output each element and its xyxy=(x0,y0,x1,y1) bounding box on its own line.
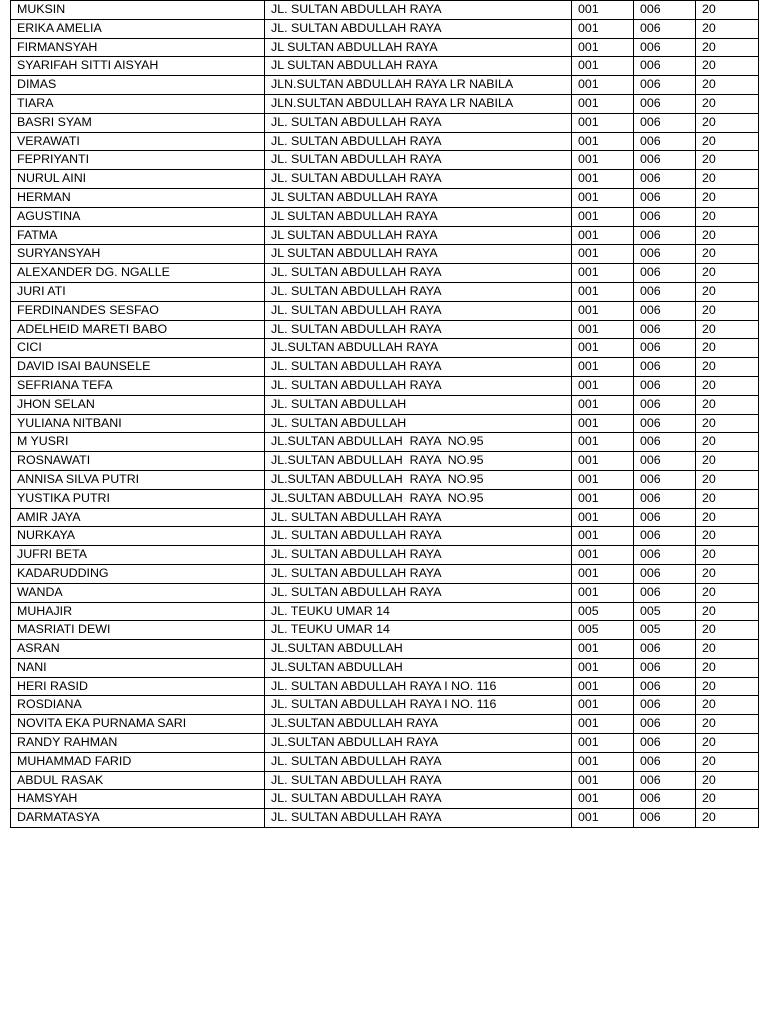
rt-cell: 001 xyxy=(572,583,634,602)
rw-cell: 006 xyxy=(634,583,696,602)
rw-cell: 006 xyxy=(634,715,696,734)
code-cell: 20 xyxy=(696,640,759,659)
code-cell: 20 xyxy=(696,301,759,320)
table-row xyxy=(11,264,759,283)
table-row xyxy=(11,790,759,809)
address-cell: JL.SULTAN ABDULLAH RAYA xyxy=(265,715,572,734)
name-cell: SEFRIANA TEFA xyxy=(11,376,265,395)
rw-cell: 006 xyxy=(634,132,696,151)
name-cell: TIARA xyxy=(11,94,265,113)
table-row xyxy=(11,207,759,226)
name-cell: DAVID ISAI BAUNSELE xyxy=(11,358,265,377)
table-row xyxy=(11,527,759,546)
address-cell: JL. SULTAN ABDULLAH RAYA xyxy=(265,113,572,132)
address-cell: JL SULTAN ABDULLAH RAYA xyxy=(265,207,572,226)
address-cell: JL. SULTAN ABDULLAH RAYA xyxy=(265,358,572,377)
rw-cell: 006 xyxy=(634,452,696,471)
table-row xyxy=(11,470,759,489)
rt-cell: 001 xyxy=(572,1,634,20)
table-row xyxy=(11,38,759,57)
address-cell: JL.SULTAN ABDULLAH RAYA NO.95 xyxy=(265,452,572,471)
table-row xyxy=(11,564,759,583)
code-cell: 20 xyxy=(696,527,759,546)
rt-cell: 001 xyxy=(572,809,634,828)
rw-cell: 006 xyxy=(634,38,696,57)
rw-cell: 006 xyxy=(634,245,696,264)
table-row xyxy=(11,358,759,377)
code-cell: 20 xyxy=(696,696,759,715)
rt-cell: 001 xyxy=(572,376,634,395)
rt-cell: 001 xyxy=(572,527,634,546)
address-cell: JL.SULTAN ABDULLAH RAYA xyxy=(265,339,572,358)
rt-cell: 001 xyxy=(572,264,634,283)
rt-cell: 001 xyxy=(572,696,634,715)
rt-cell: 001 xyxy=(572,715,634,734)
address-cell: JL. SULTAN ABDULLAH RAYA xyxy=(265,151,572,170)
code-cell: 20 xyxy=(696,76,759,95)
address-cell: JL. SULTAN ABDULLAH xyxy=(265,414,572,433)
code-cell: 20 xyxy=(696,282,759,301)
address-cell: JL. SULTAN ABDULLAH RAYA xyxy=(265,19,572,38)
rw-cell: 006 xyxy=(634,696,696,715)
name-cell: BASRI SYAM xyxy=(11,113,265,132)
table-row xyxy=(11,339,759,358)
rt-cell: 001 xyxy=(572,339,634,358)
code-cell: 20 xyxy=(696,38,759,57)
code-cell: 20 xyxy=(696,358,759,377)
address-cell: JL. TEUKU UMAR 14 xyxy=(265,621,572,640)
table-row xyxy=(11,282,759,301)
rw-cell: 006 xyxy=(634,414,696,433)
address-cell: JL. SULTAN ABDULLAH RAYA xyxy=(265,790,572,809)
rw-cell: 006 xyxy=(634,508,696,527)
rw-cell: 006 xyxy=(634,527,696,546)
rt-cell: 001 xyxy=(572,38,634,57)
address-cell: JL.SULTAN ABDULLAH RAYA xyxy=(265,734,572,753)
address-cell: JL. SULTAN ABDULLAH RAYA xyxy=(265,264,572,283)
code-cell: 20 xyxy=(696,677,759,696)
rw-cell: 006 xyxy=(634,339,696,358)
name-cell: ROSDIANA xyxy=(11,696,265,715)
table-row xyxy=(11,94,759,113)
rw-cell: 006 xyxy=(634,57,696,76)
name-cell: NOVITA EKA PURNAMA SARI xyxy=(11,715,265,734)
rw-cell: 006 xyxy=(634,320,696,339)
code-cell: 20 xyxy=(696,414,759,433)
address-cell: JLN.SULTAN ABDULLAH RAYA LR NABILA xyxy=(265,94,572,113)
rw-cell: 006 xyxy=(634,395,696,414)
name-cell: YUSTIKA PUTRI xyxy=(11,489,265,508)
address-cell: JL. SULTAN ABDULLAH RAYA xyxy=(265,752,572,771)
rw-cell: 006 xyxy=(634,546,696,565)
name-cell: NURUL AINI xyxy=(11,170,265,189)
rw-cell: 006 xyxy=(634,809,696,828)
rw-cell: 006 xyxy=(634,752,696,771)
rt-cell: 001 xyxy=(572,226,634,245)
rt-cell: 001 xyxy=(572,564,634,583)
name-cell: JHON SELAN xyxy=(11,395,265,414)
name-cell: MASRIATI DEWI xyxy=(11,621,265,640)
address-cell: JL. SULTAN ABDULLAH RAYA xyxy=(265,1,572,20)
rt-cell: 001 xyxy=(572,677,634,696)
code-cell: 20 xyxy=(696,809,759,828)
name-cell: SYARIFAH SITTI AISYAH xyxy=(11,57,265,76)
rt-cell: 001 xyxy=(572,170,634,189)
name-cell: ADELHEID MARETI BABO xyxy=(11,320,265,339)
rw-cell: 006 xyxy=(634,376,696,395)
rt-cell: 001 xyxy=(572,640,634,659)
name-cell: MUKSIN xyxy=(11,1,265,20)
rw-cell: 006 xyxy=(634,790,696,809)
name-cell: MUHAMMAD FARID xyxy=(11,752,265,771)
code-cell: 20 xyxy=(696,452,759,471)
rw-cell: 006 xyxy=(634,564,696,583)
table-row xyxy=(11,734,759,753)
table-row xyxy=(11,226,759,245)
rt-cell: 001 xyxy=(572,790,634,809)
address-cell: JL. SULTAN ABDULLAH RAYA xyxy=(265,564,572,583)
table-row xyxy=(11,752,759,771)
rt-cell: 005 xyxy=(572,602,634,621)
rw-cell: 006 xyxy=(634,76,696,95)
table-row xyxy=(11,301,759,320)
rt-cell: 001 xyxy=(572,489,634,508)
rw-cell: 006 xyxy=(634,734,696,753)
table-row xyxy=(11,414,759,433)
rw-cell: 006 xyxy=(634,207,696,226)
table-row xyxy=(11,170,759,189)
name-cell: NANI xyxy=(11,658,265,677)
rw-cell: 006 xyxy=(634,489,696,508)
rt-cell: 001 xyxy=(572,433,634,452)
rw-cell: 006 xyxy=(634,19,696,38)
address-cell: JL. SULTAN ABDULLAH RAYA xyxy=(265,583,572,602)
address-cell: JL. SULTAN ABDULLAH RAYA xyxy=(265,771,572,790)
code-cell: 20 xyxy=(696,113,759,132)
rt-cell: 001 xyxy=(572,245,634,264)
address-cell: JL. SULTAN ABDULLAH RAYA xyxy=(265,376,572,395)
rw-cell: 006 xyxy=(634,226,696,245)
rt-cell: 001 xyxy=(572,57,634,76)
rw-cell: 006 xyxy=(634,658,696,677)
rt-cell: 001 xyxy=(572,508,634,527)
table-row xyxy=(11,245,759,264)
table-row xyxy=(11,76,759,95)
rt-cell: 005 xyxy=(572,621,634,640)
rw-cell: 006 xyxy=(634,188,696,207)
table-row xyxy=(11,132,759,151)
name-cell: MUHAJIR xyxy=(11,602,265,621)
rt-cell: 001 xyxy=(572,395,634,414)
resident-table-body xyxy=(11,1,759,828)
address-cell: JL SULTAN ABDULLAH RAYA xyxy=(265,226,572,245)
name-cell: ALEXANDER DG. NGALLE xyxy=(11,264,265,283)
rt-cell: 001 xyxy=(572,358,634,377)
rw-cell: 006 xyxy=(634,170,696,189)
rt-cell: 001 xyxy=(572,452,634,471)
code-cell: 20 xyxy=(696,94,759,113)
code-cell: 20 xyxy=(696,433,759,452)
address-cell: JL SULTAN ABDULLAH RAYA xyxy=(265,188,572,207)
rt-cell: 001 xyxy=(572,414,634,433)
code-cell: 20 xyxy=(696,546,759,565)
rw-cell: 006 xyxy=(634,470,696,489)
code-cell: 20 xyxy=(696,170,759,189)
address-cell: JL SULTAN ABDULLAH RAYA xyxy=(265,38,572,57)
address-cell: JL.SULTAN ABDULLAH xyxy=(265,640,572,659)
name-cell: FATMA xyxy=(11,226,265,245)
name-cell: M YUSRI xyxy=(11,433,265,452)
address-cell: JL. SULTAN ABDULLAH xyxy=(265,395,572,414)
code-cell: 20 xyxy=(696,790,759,809)
table-row xyxy=(11,658,759,677)
code-cell: 20 xyxy=(696,508,759,527)
rw-cell: 006 xyxy=(634,433,696,452)
code-cell: 20 xyxy=(696,339,759,358)
table-row xyxy=(11,602,759,621)
code-cell: 20 xyxy=(696,264,759,283)
rw-cell: 005 xyxy=(634,621,696,640)
code-cell: 20 xyxy=(696,489,759,508)
table-row xyxy=(11,771,759,790)
rt-cell: 001 xyxy=(572,658,634,677)
table-row xyxy=(11,151,759,170)
name-cell: HAMSYAH xyxy=(11,790,265,809)
code-cell: 20 xyxy=(696,19,759,38)
rt-cell: 001 xyxy=(572,301,634,320)
rw-cell: 006 xyxy=(634,358,696,377)
table-row xyxy=(11,677,759,696)
name-cell: ERIKA AMELIA xyxy=(11,19,265,38)
rt-cell: 001 xyxy=(572,282,634,301)
table-row xyxy=(11,395,759,414)
code-cell: 20 xyxy=(696,771,759,790)
table-row xyxy=(11,188,759,207)
table-row xyxy=(11,696,759,715)
rt-cell: 001 xyxy=(572,151,634,170)
table-row xyxy=(11,113,759,132)
name-cell: ASRAN xyxy=(11,640,265,659)
rw-cell: 006 xyxy=(634,94,696,113)
code-cell: 20 xyxy=(696,207,759,226)
code-cell: 20 xyxy=(696,715,759,734)
code-cell: 20 xyxy=(696,658,759,677)
name-cell: JUFRI BETA xyxy=(11,546,265,565)
name-cell: RANDY RAHMAN xyxy=(11,734,265,753)
code-cell: 20 xyxy=(696,470,759,489)
address-cell: JL SULTAN ABDULLAH RAYA xyxy=(265,245,572,264)
code-cell: 20 xyxy=(696,564,759,583)
rw-cell: 006 xyxy=(634,677,696,696)
table-row xyxy=(11,433,759,452)
table-row xyxy=(11,1,759,20)
rw-cell: 006 xyxy=(634,640,696,659)
rw-cell: 006 xyxy=(634,771,696,790)
code-cell: 20 xyxy=(696,621,759,640)
rw-cell: 006 xyxy=(634,151,696,170)
table-row xyxy=(11,809,759,828)
code-cell: 20 xyxy=(696,57,759,76)
rw-cell: 005 xyxy=(634,602,696,621)
table-row xyxy=(11,508,759,527)
name-cell: CICI xyxy=(11,339,265,358)
address-cell: JL. TEUKU UMAR 14 xyxy=(265,602,572,621)
address-cell: JL. SULTAN ABDULLAH RAYA xyxy=(265,301,572,320)
name-cell: SURYANSYAH xyxy=(11,245,265,264)
table-row xyxy=(11,452,759,471)
name-cell: DIMAS xyxy=(11,76,265,95)
rt-cell: 001 xyxy=(572,132,634,151)
address-cell: JL. SULTAN ABDULLAH RAYA xyxy=(265,320,572,339)
table-row xyxy=(11,640,759,659)
code-cell: 20 xyxy=(696,226,759,245)
address-cell: JL.SULTAN ABDULLAH RAYA NO.95 xyxy=(265,489,572,508)
name-cell: YULIANA NITBANI xyxy=(11,414,265,433)
name-cell: NURKAYA xyxy=(11,527,265,546)
code-cell: 20 xyxy=(696,151,759,170)
rt-cell: 001 xyxy=(572,207,634,226)
table-row xyxy=(11,715,759,734)
name-cell: FIRMANSYAH xyxy=(11,38,265,57)
resident-table xyxy=(10,0,759,828)
rw-cell: 006 xyxy=(634,282,696,301)
address-cell: JLN.SULTAN ABDULLAH RAYA LR NABILA xyxy=(265,76,572,95)
rt-cell: 001 xyxy=(572,188,634,207)
rt-cell: 001 xyxy=(572,76,634,95)
table-row xyxy=(11,546,759,565)
name-cell: AMIR JAYA xyxy=(11,508,265,527)
code-cell: 20 xyxy=(696,245,759,264)
code-cell: 20 xyxy=(696,752,759,771)
code-cell: 20 xyxy=(696,395,759,414)
name-cell: ANNISA SILVA PUTRI xyxy=(11,470,265,489)
code-cell: 20 xyxy=(696,602,759,621)
name-cell: ROSNAWATI xyxy=(11,452,265,471)
name-cell: HERMAN xyxy=(11,188,265,207)
table-row xyxy=(11,583,759,602)
address-cell: JL.SULTAN ABDULLAH RAYA NO.95 xyxy=(265,433,572,452)
table-row xyxy=(11,621,759,640)
rt-cell: 001 xyxy=(572,546,634,565)
rt-cell: 001 xyxy=(572,19,634,38)
address-cell: JL. SULTAN ABDULLAH RAYA I NO. 116 xyxy=(265,696,572,715)
address-cell: JL. SULTAN ABDULLAH RAYA xyxy=(265,546,572,565)
rw-cell: 006 xyxy=(634,301,696,320)
address-cell: JL. SULTAN ABDULLAH RAYA xyxy=(265,809,572,828)
rt-cell: 001 xyxy=(572,734,634,753)
address-cell: JL. SULTAN ABDULLAH RAYA xyxy=(265,527,572,546)
code-cell: 20 xyxy=(696,132,759,151)
rw-cell: 006 xyxy=(634,1,696,20)
name-cell: HERI RASID xyxy=(11,677,265,696)
name-cell: FEPRIYANTI xyxy=(11,151,265,170)
code-cell: 20 xyxy=(696,320,759,339)
name-cell: VERAWATI xyxy=(11,132,265,151)
resident-table-sheet xyxy=(10,0,758,828)
code-cell: 20 xyxy=(696,188,759,207)
address-cell: JL. SULTAN ABDULLAH RAYA xyxy=(265,170,572,189)
name-cell: ABDUL RASAK xyxy=(11,771,265,790)
rt-cell: 001 xyxy=(572,94,634,113)
code-cell: 20 xyxy=(696,1,759,20)
table-row xyxy=(11,489,759,508)
address-cell: JL. SULTAN ABDULLAH RAYA xyxy=(265,132,572,151)
address-cell: JL. SULTAN ABDULLAH RAYA xyxy=(265,282,572,301)
name-cell: WANDA xyxy=(11,583,265,602)
address-cell: JL. SULTAN ABDULLAH RAYA I NO. 116 xyxy=(265,677,572,696)
address-cell: JL.SULTAN ABDULLAH RAYA NO.95 xyxy=(265,470,572,489)
name-cell: DARMATASYA xyxy=(11,809,265,828)
table-row xyxy=(11,320,759,339)
address-cell: JL. SULTAN ABDULLAH RAYA xyxy=(265,508,572,527)
table-row xyxy=(11,57,759,76)
code-cell: 20 xyxy=(696,583,759,602)
code-cell: 20 xyxy=(696,734,759,753)
address-cell: JL.SULTAN ABDULLAH xyxy=(265,658,572,677)
rt-cell: 001 xyxy=(572,113,634,132)
rt-cell: 001 xyxy=(572,470,634,489)
rt-cell: 001 xyxy=(572,752,634,771)
name-cell: AGUSTINA xyxy=(11,207,265,226)
name-cell: JURI ATI xyxy=(11,282,265,301)
rt-cell: 001 xyxy=(572,771,634,790)
code-cell: 20 xyxy=(696,376,759,395)
table-row xyxy=(11,19,759,38)
rw-cell: 006 xyxy=(634,264,696,283)
rt-cell: 001 xyxy=(572,320,634,339)
name-cell: KADARUDDING xyxy=(11,564,265,583)
address-cell: JL SULTAN ABDULLAH RAYA xyxy=(265,57,572,76)
table-row xyxy=(11,376,759,395)
name-cell: FERDINANDES SESFAO xyxy=(11,301,265,320)
rw-cell: 006 xyxy=(634,113,696,132)
